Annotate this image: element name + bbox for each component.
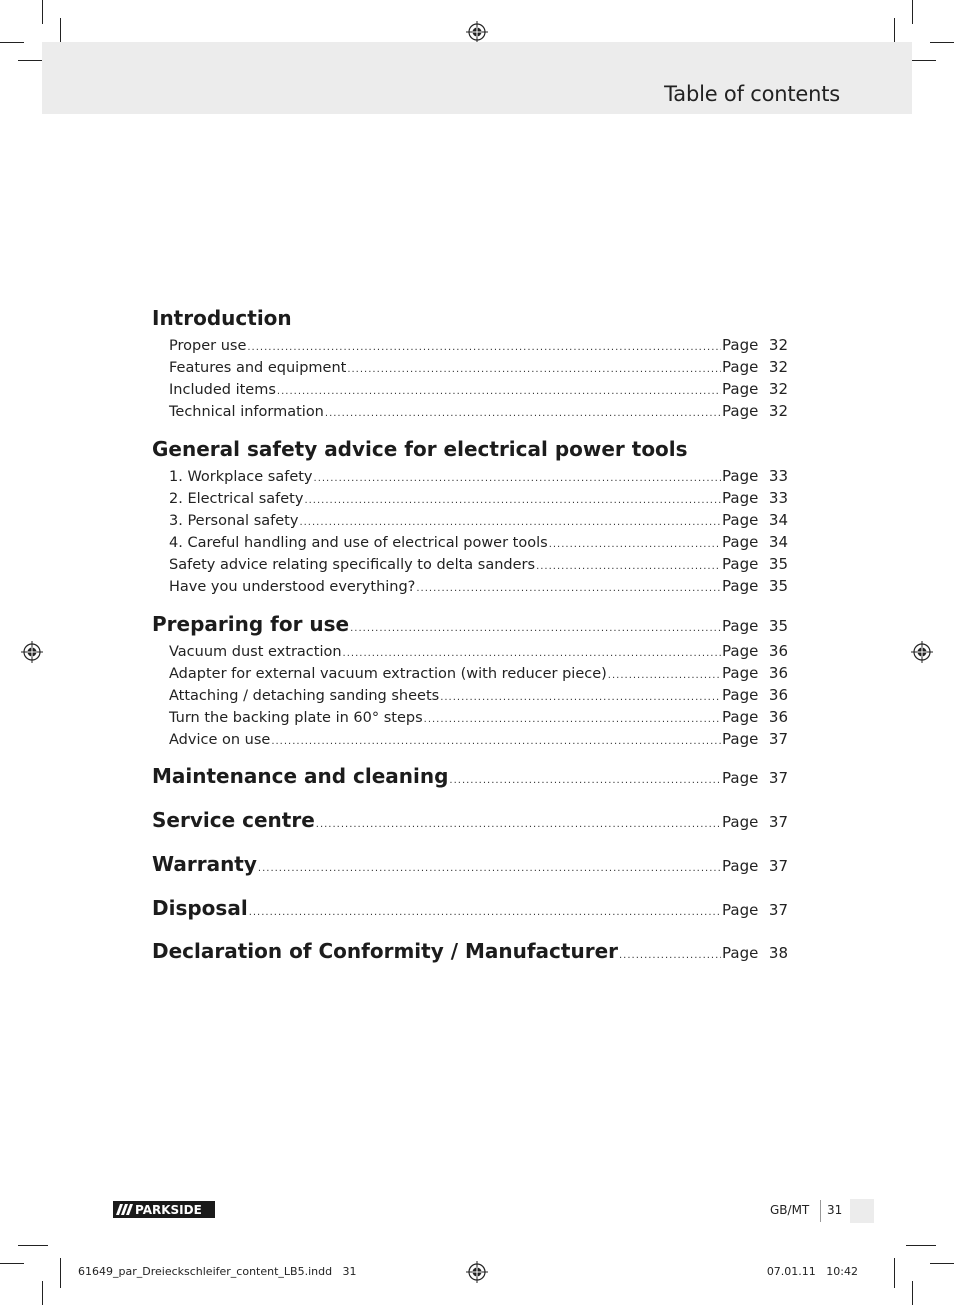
slug-file-name: 61649_par_Dreieckschleifer_content_LB5.indd 31 [78, 1265, 357, 1278]
leader-dots [299, 517, 721, 528]
leader-dots [549, 539, 721, 550]
page-label: Page [722, 533, 759, 551]
toc-entry-title: Adapter for external vacuum extraction (with reducer piece) [169, 666, 607, 682]
toc-entry-title: Have you understood everything? [169, 579, 416, 595]
toc-section-entry[interactable] [152, 612, 788, 642]
page-label: Page [722, 944, 759, 962]
leader-dots [258, 863, 721, 874]
leader-dots [424, 714, 721, 725]
leader-dots [350, 623, 721, 634]
registration-mark-icon [911, 641, 933, 663]
page-number: 32 [768, 402, 788, 420]
page-label: Page [722, 402, 759, 420]
page-number: 36 [768, 642, 788, 660]
language-code: GB/MT [770, 1203, 810, 1217]
toc-entry-title: Turn the backing plate in 60° steps [169, 710, 423, 726]
registration-mark-icon [466, 1261, 488, 1283]
toc-entry[interactable] [152, 467, 788, 489]
page-number: 37 [768, 730, 788, 748]
leader-dots [619, 950, 721, 961]
footer-divider [820, 1200, 821, 1222]
page-label: Page [722, 577, 759, 595]
leader-dots [449, 775, 721, 786]
page-number: 37 [768, 769, 788, 787]
toc-entry[interactable] [152, 664, 788, 686]
page-label: Page [722, 358, 759, 376]
page-number: 36 [768, 708, 788, 726]
page-number: 38 [768, 944, 788, 962]
page-label: Page [722, 708, 759, 726]
toc-entry[interactable] [152, 708, 788, 730]
toc-entry-title: Features and equipment [169, 360, 347, 376]
toc-entry-title: Attaching / detaching sanding sheets [169, 688, 440, 704]
toc-entry[interactable] [152, 642, 788, 664]
page-label: Page [722, 664, 759, 682]
page-label: Page [722, 617, 759, 635]
page-number: 32 [768, 380, 788, 398]
leader-dots [536, 561, 721, 572]
leader-dots [343, 648, 721, 659]
toc-section-title: Preparing for use [152, 612, 350, 636]
leader-dots [314, 473, 721, 484]
toc-section-entry[interactable] [152, 939, 788, 969]
page-label: Page [722, 489, 759, 507]
brand-logo [113, 1201, 215, 1218]
toc-section-title: Service centre [152, 808, 315, 832]
toc-entry[interactable] [152, 358, 788, 380]
toc-entry-title: Technical information [169, 404, 324, 420]
toc-entry-title: 4. Careful handling and use of electrical power tools [169, 535, 548, 551]
toc-section-entry[interactable] [152, 852, 788, 896]
toc-entry[interactable] [152, 686, 788, 708]
registration-mark-icon [21, 641, 43, 663]
page-number: 33 [768, 467, 788, 485]
toc-entry-title: 2. Electrical safety [169, 491, 304, 507]
page-number: 37 [768, 813, 788, 831]
toc-entry-title: 1. Workplace safety [169, 469, 313, 485]
page-number: 33 [768, 489, 788, 507]
page-number: 37 [768, 857, 788, 875]
page-number: 32 [768, 358, 788, 376]
logo-stripes-icon [113, 1201, 135, 1218]
toc-entry-title: Advice on use [169, 732, 271, 748]
slug-date-time: 07.01.11 10:42 [766, 1265, 858, 1278]
registration-mark-icon [466, 21, 488, 43]
toc-section-title: Warranty [152, 852, 257, 876]
toc-section-title: Disposal [152, 896, 248, 920]
table-of-contents [152, 306, 788, 969]
leader-dots [271, 736, 721, 747]
page-number: 34 [768, 511, 788, 529]
page-label: Page [722, 642, 759, 660]
toc-entry-title: 3. Personal safety [169, 513, 299, 529]
toc-entry-title: Included items [169, 382, 276, 398]
brand-name: PARKSIDE [135, 1202, 202, 1217]
page-label: Page [722, 467, 759, 485]
toc-entry[interactable] [152, 577, 788, 599]
footer-tab-box [850, 1199, 874, 1223]
leader-dots [347, 364, 721, 375]
toc-entry[interactable] [152, 533, 788, 555]
toc-section-title: Introduction [152, 306, 292, 330]
toc-section-entry[interactable] [152, 764, 788, 808]
toc-entry[interactable] [152, 380, 788, 402]
page-label: Page [722, 336, 759, 354]
page-number: 31 [827, 1203, 843, 1217]
page-label: Page [722, 730, 759, 748]
toc-section-title: Declaration of Conformity / Manufacturer [152, 939, 618, 963]
page-label: Page [722, 769, 759, 787]
page-label: Page [722, 555, 759, 573]
toc-entry[interactable] [152, 336, 788, 358]
toc-section-entry[interactable] [152, 896, 788, 939]
page-number: 35 [768, 617, 788, 635]
leader-dots [440, 692, 721, 703]
leader-dots [277, 386, 721, 397]
leader-dots [316, 819, 721, 830]
leader-dots [247, 342, 721, 353]
page-number: 35 [768, 577, 788, 595]
leader-dots [416, 583, 721, 594]
page-label: Page [722, 857, 759, 875]
page-label: Page [722, 813, 759, 831]
page-label: Page [722, 901, 759, 919]
toc-section-title: Maintenance and cleaning [152, 764, 449, 788]
toc-entry[interactable] [152, 402, 788, 424]
page-number: 37 [768, 901, 788, 919]
toc-entry-title: Safety advice relating specifically to delta sanders [169, 557, 536, 573]
page-number: 36 [768, 664, 788, 682]
toc-entry[interactable] [152, 555, 788, 577]
page-number: 36 [768, 686, 788, 704]
toc-entry[interactable] [152, 511, 788, 533]
toc-entry[interactable] [152, 489, 788, 511]
page-title: Table of contents [664, 82, 840, 106]
toc-entry[interactable] [152, 730, 788, 752]
page-number: 34 [768, 533, 788, 551]
leader-dots [325, 408, 721, 419]
page-label: Page [722, 511, 759, 529]
page-number: 35 [768, 555, 788, 573]
toc-section-title: General safety advice for electrical power tools [152, 437, 688, 461]
leader-dots [249, 907, 721, 918]
page-number: 32 [768, 336, 788, 354]
toc-entry-title: Proper use [169, 338, 247, 354]
toc-section-entry[interactable] [152, 808, 788, 852]
leader-dots [304, 495, 721, 506]
header-band [42, 42, 912, 114]
page-label: Page [722, 686, 759, 704]
page-label: Page [722, 380, 759, 398]
leader-dots [608, 670, 721, 681]
toc-entry-title: Vacuum dust extraction [169, 644, 342, 660]
